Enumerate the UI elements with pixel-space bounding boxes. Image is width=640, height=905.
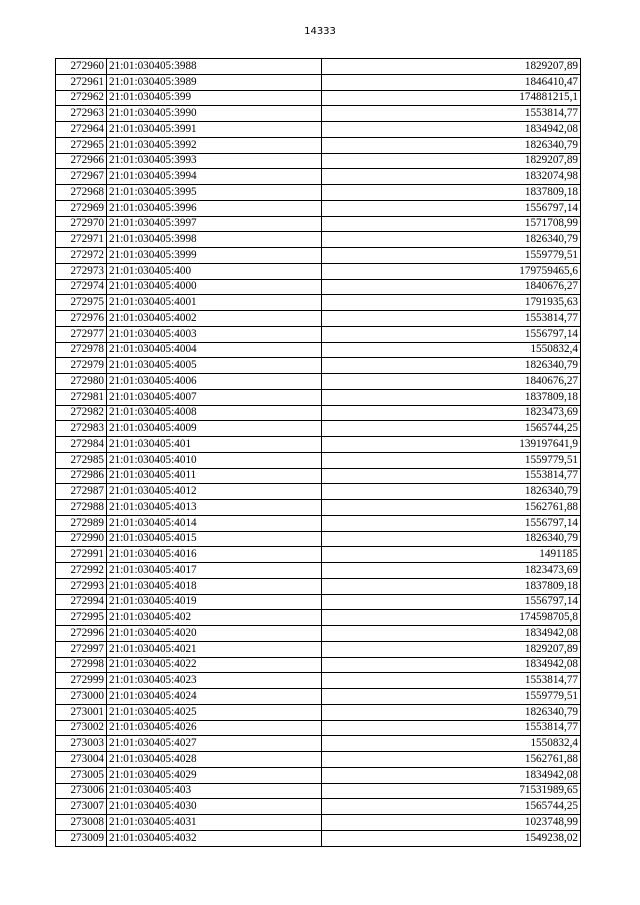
cadastral-value-cell: 1553814,77: [322, 468, 581, 484]
table-row: [56, 736, 581, 752]
cadastral-value-cell: 1553814,77: [322, 106, 581, 122]
table-row: [56, 358, 581, 374]
table-row: [56, 122, 581, 138]
row-number-cell: 272971: [56, 232, 107, 248]
table-row: [56, 484, 581, 500]
cadastral-number-cell: 21:01:030405:4025: [107, 704, 322, 720]
table-row: [56, 641, 581, 657]
row-number-cell: 272978: [56, 342, 107, 358]
row-number-cell: 272963: [56, 106, 107, 122]
row-number-cell: 272984: [56, 437, 107, 453]
row-number-cell: 272999: [56, 673, 107, 689]
row-number-cell: 272991: [56, 547, 107, 563]
table-row: [56, 704, 581, 720]
row-number-cell: 272997: [56, 641, 107, 657]
cadastral-number-cell: 21:01:030405:4030: [107, 799, 322, 815]
table-row: [56, 500, 581, 516]
table-row: [56, 421, 581, 437]
cadastral-number-cell: 21:01:030405:4016: [107, 547, 322, 563]
cadastral-number-cell: 21:01:030405:4032: [107, 830, 322, 846]
cadastral-number-cell: 21:01:030405:3989: [107, 74, 322, 90]
table-row: [56, 137, 581, 153]
cadastral-number-cell: 21:01:030405:3991: [107, 122, 322, 138]
cadastral-number-cell: 21:01:030405:4021: [107, 641, 322, 657]
table-row: [56, 547, 581, 563]
cadastral-number-cell: 21:01:030405:4029: [107, 767, 322, 783]
row-number-cell: 272962: [56, 90, 107, 106]
cadastral-value-cell: 1837809,18: [322, 185, 581, 201]
cadastral-value-cell: 139197641,9: [322, 437, 581, 453]
row-number-cell: 272986: [56, 468, 107, 484]
row-number-cell: 273004: [56, 752, 107, 768]
row-number-cell: 273001: [56, 704, 107, 720]
row-number-cell: 272974: [56, 279, 107, 295]
cadastral-number-cell: 21:01:030405:4001: [107, 295, 322, 311]
cadastral-value-cell: 1562761,88: [322, 500, 581, 516]
cadastral-number-cell: 21:01:030405:3998: [107, 232, 322, 248]
cadastral-value-cell: 1823473,69: [322, 405, 581, 421]
cadastral-value-cell: 1823473,69: [322, 563, 581, 579]
cadastral-value-cell: 1491185: [322, 547, 581, 563]
cadastral-value-cell: 1791935,63: [322, 295, 581, 311]
cadastral-value-cell: 1826340,79: [322, 704, 581, 720]
table-row: [56, 531, 581, 547]
cadastral-value-cell: 1829207,89: [322, 153, 581, 169]
row-number-cell: 272973: [56, 263, 107, 279]
cadastral-number-cell: 21:01:030405:3996: [107, 200, 322, 216]
row-number-cell: 272961: [56, 74, 107, 90]
row-number-cell: 272965: [56, 137, 107, 153]
row-number-cell: 272968: [56, 185, 107, 201]
cadastral-number-cell: 21:01:030405:4010: [107, 452, 322, 468]
row-number-cell: 272990: [56, 531, 107, 547]
row-number-cell: 272967: [56, 169, 107, 185]
table-row: [56, 185, 581, 201]
table-body: [56, 59, 581, 847]
cadastral-value-cell: 1840676,27: [322, 374, 581, 390]
cadastral-number-cell: 21:01:030405:401: [107, 437, 322, 453]
cadastral-value-cell: 1023748,99: [322, 815, 581, 831]
table-row: [56, 563, 581, 579]
row-number-cell: 272966: [56, 153, 107, 169]
cadastral-number-cell: 21:01:030405:4023: [107, 673, 322, 689]
cadastral-value-cell: 1556797,14: [322, 200, 581, 216]
table-row: [56, 468, 581, 484]
row-number-cell: 272969: [56, 200, 107, 216]
page-number: 14333: [304, 26, 336, 37]
cadastral-value-cell: 1549238,02: [322, 830, 581, 846]
row-number-cell: 272970: [56, 216, 107, 232]
table-row: [56, 389, 581, 405]
cadastral-number-cell: 21:01:030405:399: [107, 90, 322, 106]
cadastral-value-cell: 1565744,25: [322, 799, 581, 815]
cadastral-number-cell: 21:01:030405:3995: [107, 185, 322, 201]
row-number-cell: 272983: [56, 421, 107, 437]
cadastral-value-cell: 1559779,51: [322, 248, 581, 264]
cadastral-number-cell: 21:01:030405:4009: [107, 421, 322, 437]
table-row: [56, 437, 581, 453]
cadastral-value-cell: 1556797,14: [322, 515, 581, 531]
table-row: [56, 815, 581, 831]
row-number-cell: 272979: [56, 358, 107, 374]
cadastral-number-cell: 21:01:030405:4005: [107, 358, 322, 374]
table-row: [56, 311, 581, 327]
table-row: [56, 153, 581, 169]
cadastral-value-cell: 1826340,79: [322, 531, 581, 547]
cadastral-value-cell: 1834942,08: [322, 122, 581, 138]
cadastral-number-cell: 21:01:030405:4017: [107, 563, 322, 579]
cadastral-value-cell: 1559779,51: [322, 689, 581, 705]
table-row: [56, 767, 581, 783]
cadastral-number-cell: 21:01:030405:4011: [107, 468, 322, 484]
table-row: [56, 74, 581, 90]
cadastral-number-cell: 21:01:030405:4002: [107, 311, 322, 327]
table-row: [56, 783, 581, 799]
table-row: [56, 626, 581, 642]
row-number-cell: 272976: [56, 311, 107, 327]
table-row: [56, 830, 581, 846]
cadastral-value-cell: 1562761,88: [322, 752, 581, 768]
row-number-cell: 272995: [56, 610, 107, 626]
row-number-cell: 273006: [56, 783, 107, 799]
cadastral-value-cell: 1571708,99: [322, 216, 581, 232]
row-number-cell: 273000: [56, 689, 107, 705]
row-number-cell: 272987: [56, 484, 107, 500]
table-row: [56, 594, 581, 610]
row-number-cell: 272982: [56, 405, 107, 421]
table-row: [56, 106, 581, 122]
cadastral-number-cell: 21:01:030405:4028: [107, 752, 322, 768]
cadastral-number-cell: 21:01:030405:4014: [107, 515, 322, 531]
cadastral-number-cell: 21:01:030405:4004: [107, 342, 322, 358]
cadastral-number-cell: 21:01:030405:3990: [107, 106, 322, 122]
row-number-cell: 272977: [56, 326, 107, 342]
cadastral-value-cell: 1837809,18: [322, 578, 581, 594]
cadastral-value-cell: 174598705,8: [322, 610, 581, 626]
cadastral-value-cell: 1834942,08: [322, 657, 581, 673]
cadastral-number-cell: 21:01:030405:4006: [107, 374, 322, 390]
row-number-cell: 273009: [56, 830, 107, 846]
table-row: [56, 279, 581, 295]
cadastral-number-cell: 21:01:030405:4012: [107, 484, 322, 500]
cadastral-value-cell: 1553814,77: [322, 673, 581, 689]
row-number-cell: 272988: [56, 500, 107, 516]
table-row: [56, 232, 581, 248]
cadastral-number-cell: 21:01:030405:4024: [107, 689, 322, 705]
table-row: [56, 752, 581, 768]
table-row: [56, 248, 581, 264]
cadastral-value-cell: 1829207,89: [322, 641, 581, 657]
cadastral-number-cell: 21:01:030405:4018: [107, 578, 322, 594]
table-row: [56, 90, 581, 106]
cadastral-value-cell: 1556797,14: [322, 594, 581, 610]
cadastral-value-cell: 1832074,98: [322, 169, 581, 185]
cadastral-number-cell: 21:01:030405:4020: [107, 626, 322, 642]
row-number-cell: 272994: [56, 594, 107, 610]
row-number-cell: 273008: [56, 815, 107, 831]
table-row: [56, 673, 581, 689]
table-row: [56, 610, 581, 626]
cadastral-value-cell: 179759465,6: [322, 263, 581, 279]
table-row: [56, 342, 581, 358]
cadastral-value-cell: 71531989,65: [322, 783, 581, 799]
cadastral-value-cell: 1550832,4: [322, 736, 581, 752]
cadastral-number-cell: 21:01:030405:4026: [107, 720, 322, 736]
cadastral-number-cell: 21:01:030405:4022: [107, 657, 322, 673]
cadastral-value-cell: 1846410,47: [322, 74, 581, 90]
cadastral-value-cell: 1565744,25: [322, 421, 581, 437]
cadastral-number-cell: 21:01:030405:4027: [107, 736, 322, 752]
table-row: [56, 295, 581, 311]
cadastral-number-cell: 21:01:030405:3988: [107, 59, 322, 75]
row-number-cell: 273005: [56, 767, 107, 783]
cadastral-number-cell: 21:01:030405:3992: [107, 137, 322, 153]
table-row: [56, 374, 581, 390]
row-number-cell: 272989: [56, 515, 107, 531]
row-number-cell: 273002: [56, 720, 107, 736]
cadastral-value-cell: 1840676,27: [322, 279, 581, 295]
row-number-cell: 272992: [56, 563, 107, 579]
table-row: [56, 216, 581, 232]
cadastral-value-cell: 1553814,77: [322, 720, 581, 736]
cadastral-number-cell: 21:01:030405:4013: [107, 500, 322, 516]
table-row: [56, 515, 581, 531]
cadastral-number-cell: 21:01:030405:4008: [107, 405, 322, 421]
table-row: [56, 689, 581, 705]
table-row: [56, 799, 581, 815]
table-row: [56, 452, 581, 468]
cadastral-value-cell: 1550832,4: [322, 342, 581, 358]
table-row: [56, 578, 581, 594]
row-number-cell: 273003: [56, 736, 107, 752]
cadastral-value-table: [55, 58, 581, 847]
cadastral-number-cell: 21:01:030405:400: [107, 263, 322, 279]
row-number-cell: 272981: [56, 389, 107, 405]
row-number-cell: 272975: [56, 295, 107, 311]
cadastral-number-cell: 21:01:030405:4015: [107, 531, 322, 547]
row-number-cell: 272980: [56, 374, 107, 390]
cadastral-value-cell: 1834942,08: [322, 626, 581, 642]
row-number-cell: 272985: [56, 452, 107, 468]
cadastral-value-cell: 1826340,79: [322, 137, 581, 153]
cadastral-number-cell: 21:01:030405:4003: [107, 326, 322, 342]
row-number-cell: 273007: [56, 799, 107, 815]
cadastral-value-cell: 1834942,08: [322, 767, 581, 783]
table-row: [56, 657, 581, 673]
cadastral-value-cell: 1556797,14: [322, 326, 581, 342]
cadastral-value-cell: 1837809,18: [322, 389, 581, 405]
row-number-cell: 272993: [56, 578, 107, 594]
cadastral-value-cell: 1826340,79: [322, 484, 581, 500]
cadastral-value-cell: 1559779,51: [322, 452, 581, 468]
cadastral-number-cell: 21:01:030405:3999: [107, 248, 322, 264]
cadastral-number-cell: 21:01:030405:403: [107, 783, 322, 799]
cadastral-number-cell: 21:01:030405:3994: [107, 169, 322, 185]
table-row: [56, 200, 581, 216]
cadastral-number-cell: 21:01:030405:402: [107, 610, 322, 626]
cadastral-value-cell: 174881215,1: [322, 90, 581, 106]
table-row: [56, 720, 581, 736]
row-number-cell: 272972: [56, 248, 107, 264]
table-row: [56, 169, 581, 185]
table-row: [56, 263, 581, 279]
cadastral-number-cell: 21:01:030405:4007: [107, 389, 322, 405]
table-row: [56, 405, 581, 421]
row-number-cell: 272996: [56, 626, 107, 642]
cadastral-value-cell: 1826340,79: [322, 232, 581, 248]
row-number-cell: 272964: [56, 122, 107, 138]
cadastral-value-cell: 1829207,89: [322, 59, 581, 75]
row-number-cell: 272960: [56, 59, 107, 75]
cadastral-number-cell: 21:01:030405:4019: [107, 594, 322, 610]
table-row: [56, 326, 581, 342]
cadastral-number-cell: 21:01:030405:3997: [107, 216, 322, 232]
row-number-cell: 272998: [56, 657, 107, 673]
cadastral-value-cell: 1553814,77: [322, 311, 581, 327]
cadastral-number-cell: 21:01:030405:4031: [107, 815, 322, 831]
cadastral-number-cell: 21:01:030405:4000: [107, 279, 322, 295]
table-row: [56, 59, 581, 75]
cadastral-value-cell: 1826340,79: [322, 358, 581, 374]
cadastral-number-cell: 21:01:030405:3993: [107, 153, 322, 169]
